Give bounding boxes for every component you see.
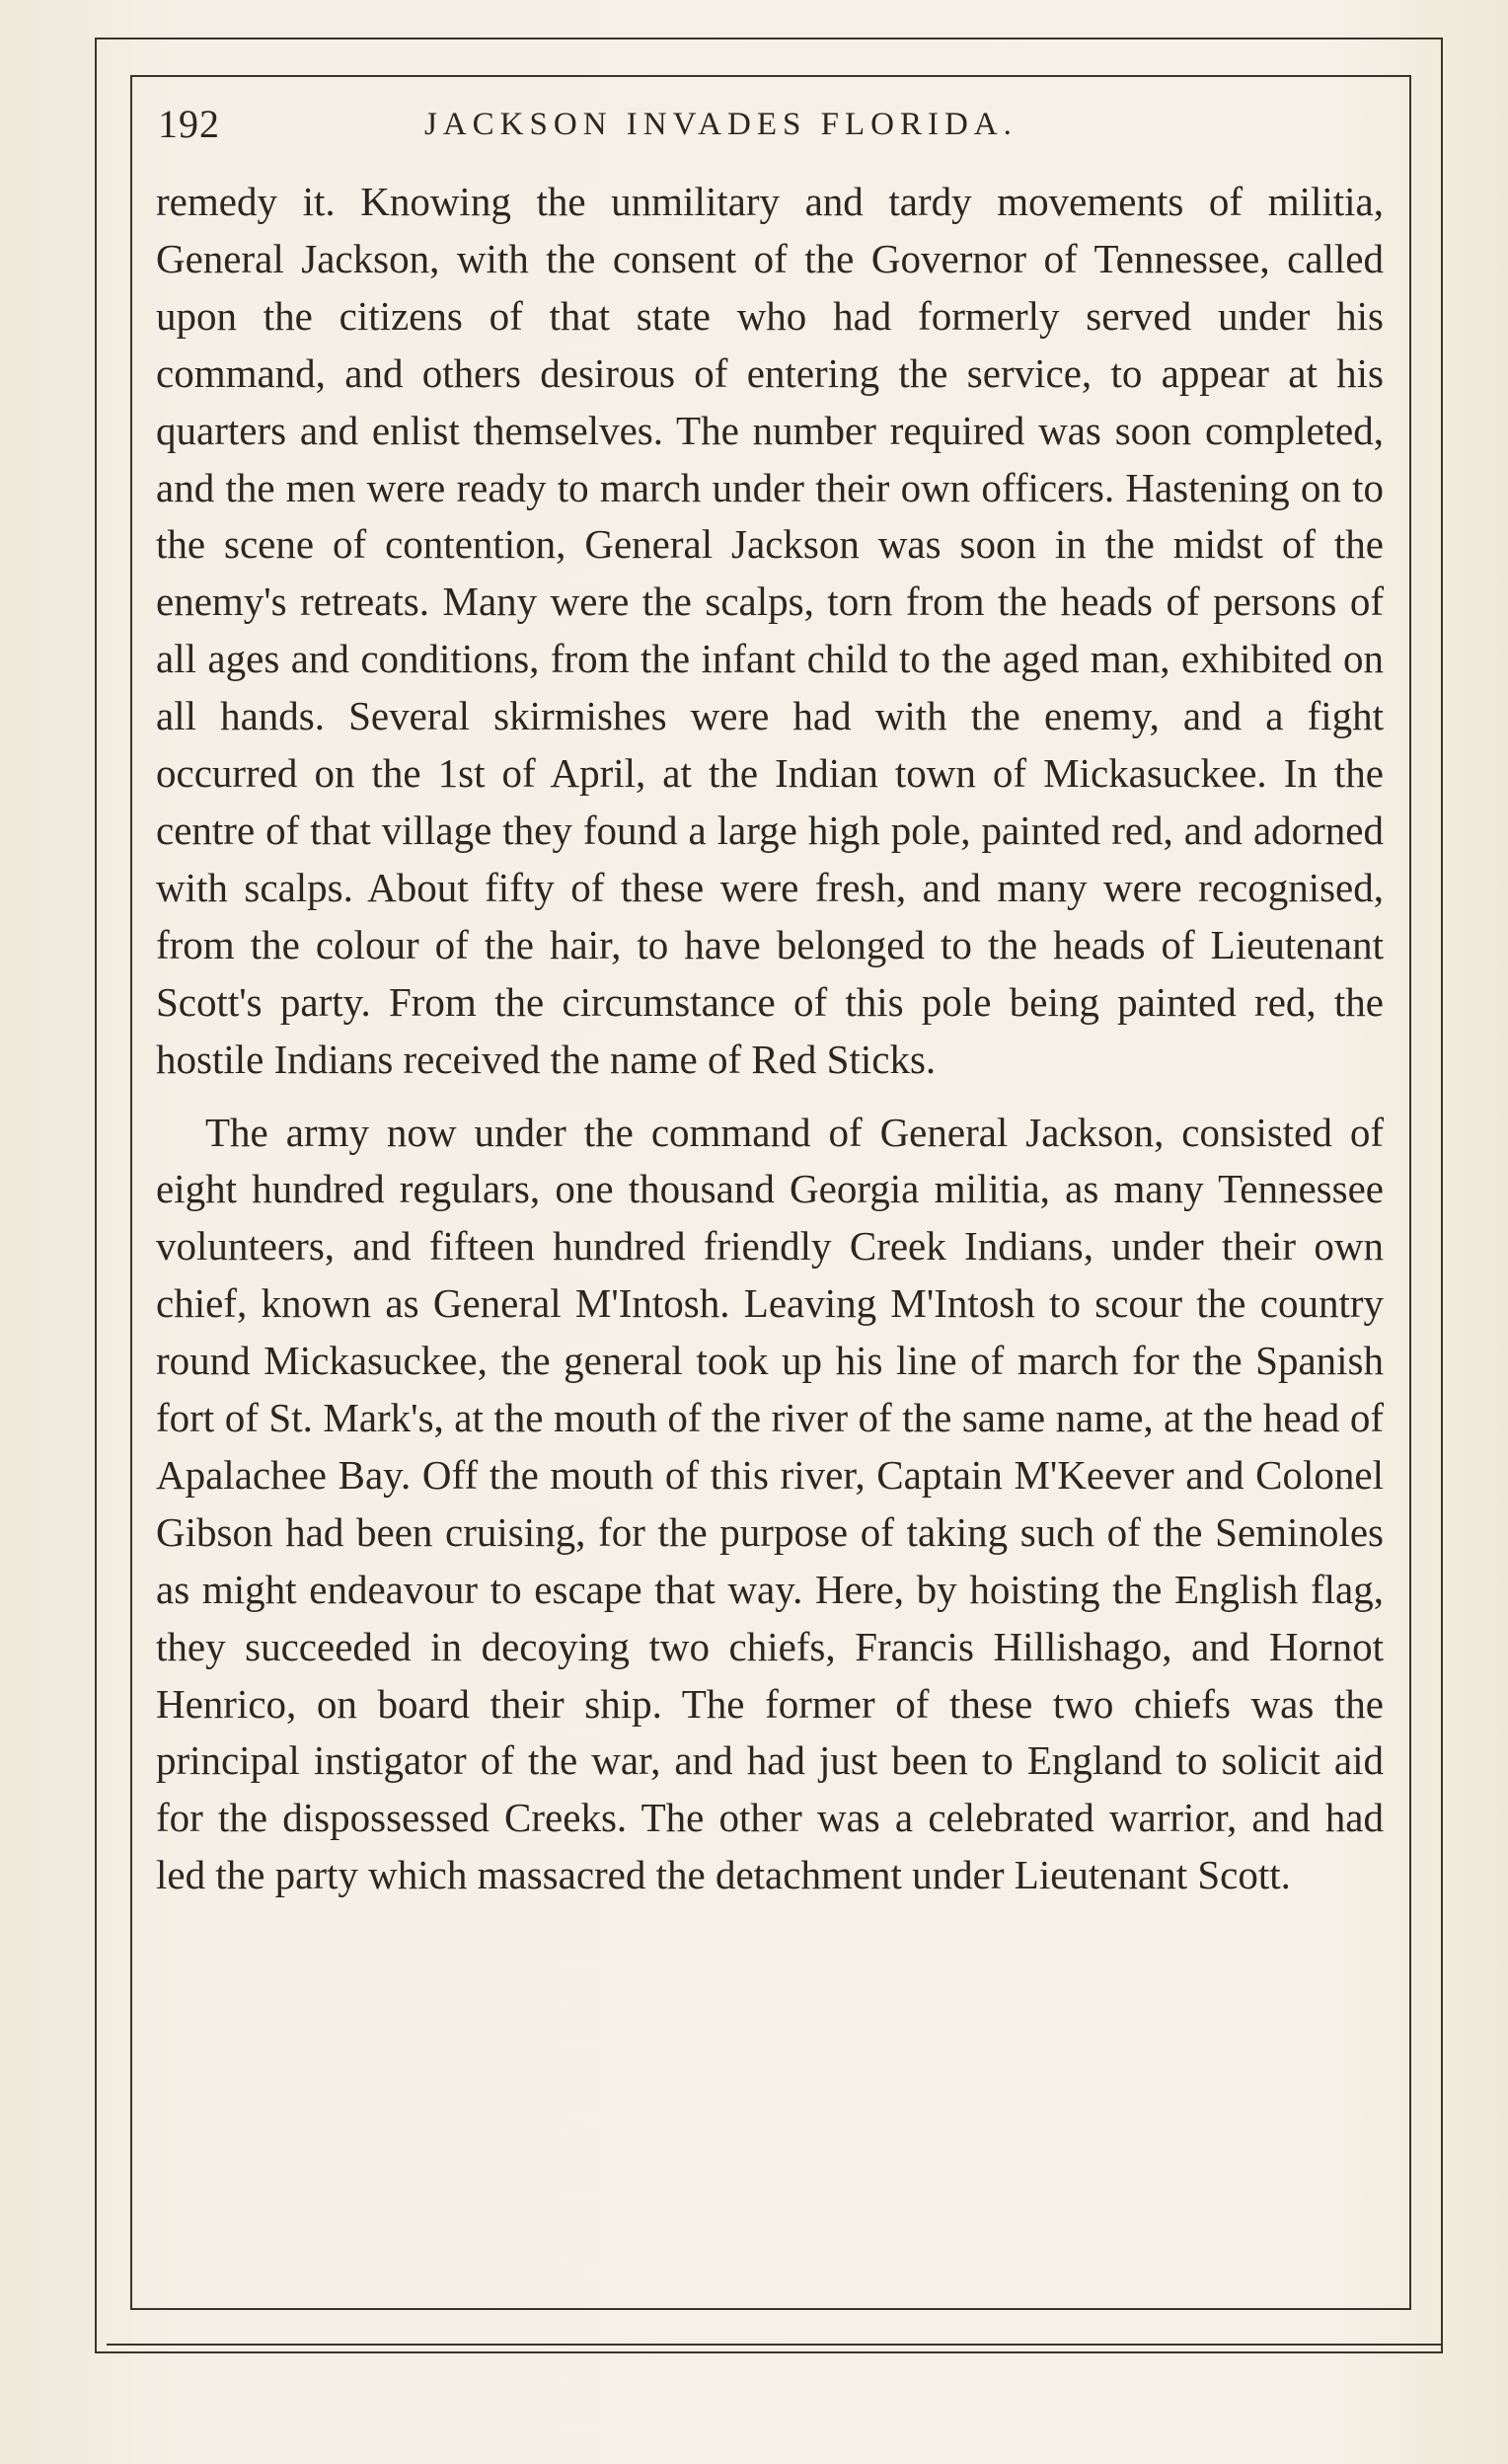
paragraph-2: The army now under the command of General Jackson, consisted of eight hundred regulars, one thousand Georgia militia, as many Tennessee volunteers, and fifteen hundred friendly Creek Indians, under their own chief, known as General M'Intosh. Leaving M'Intosh to scour the country round Mickasuckee, the general took up his line of march for the Spanish fort of St. Mark's, at the mouth of the river of the same name, at the head of Apalachee Bay. Off the mouth of this river, Captain M'Keever and Colonel Gibson had been cruising, for the purpose of taking such of the Seminoles as might endeavour to escape that way. Here, by hoisting the English flag, they succeeded in decoying two chiefs, Francis Hillishago, and Hornot Henrico, on board their ship. The former of these two chiefs was the principal instigator of the war, and had just been to England to solicit aid for the dispossessed Creeks. The other was a celebrated warrior, and had led the party which massacred the detachment under Lieutenant Scott. [156,1109,1384,1898]
bottom-rule [107,2344,1441,2346]
body-text [156,174,1384,1904]
paragraph-1: remedy it. Knowing the unmilitary and tardy movements of militia, General Jackson, with the consent of the Governor of Tennessee, called upon the citizens of that state who had formerly served under his command, and others desirous of entering the service, to appear at his quarters and enlist themselves. The number required was soon completed, and the men were ready to march under their own officers. Hastening on to the scene of contention, General Jackson was soon in the midst of the enemy's retreats. Many were the scalps, torn from the heads of persons of all ages and conditions, from the infant child to the aged man, exhibited on all hands. Several skirmishes were had with the enemy, and a fight occurred on the 1st of April, at the Indian town of Mickasuckee. In the centre of that village they found a large high pole, painted red, and adorned with scalps. About fifty of these were fresh, and many were recognised, from the colour of the hair, to have belonged to the heads of Lieutenant Scott's party. From the circumstance of this pole being painted red, the hostile Indians received the name of Red Sticks. [156,179,1384,1082]
running-title: JACKSON INVADES FLORIDA. [424,107,1018,142]
running-head [158,101,1382,150]
page-number: 192 [158,102,220,146]
